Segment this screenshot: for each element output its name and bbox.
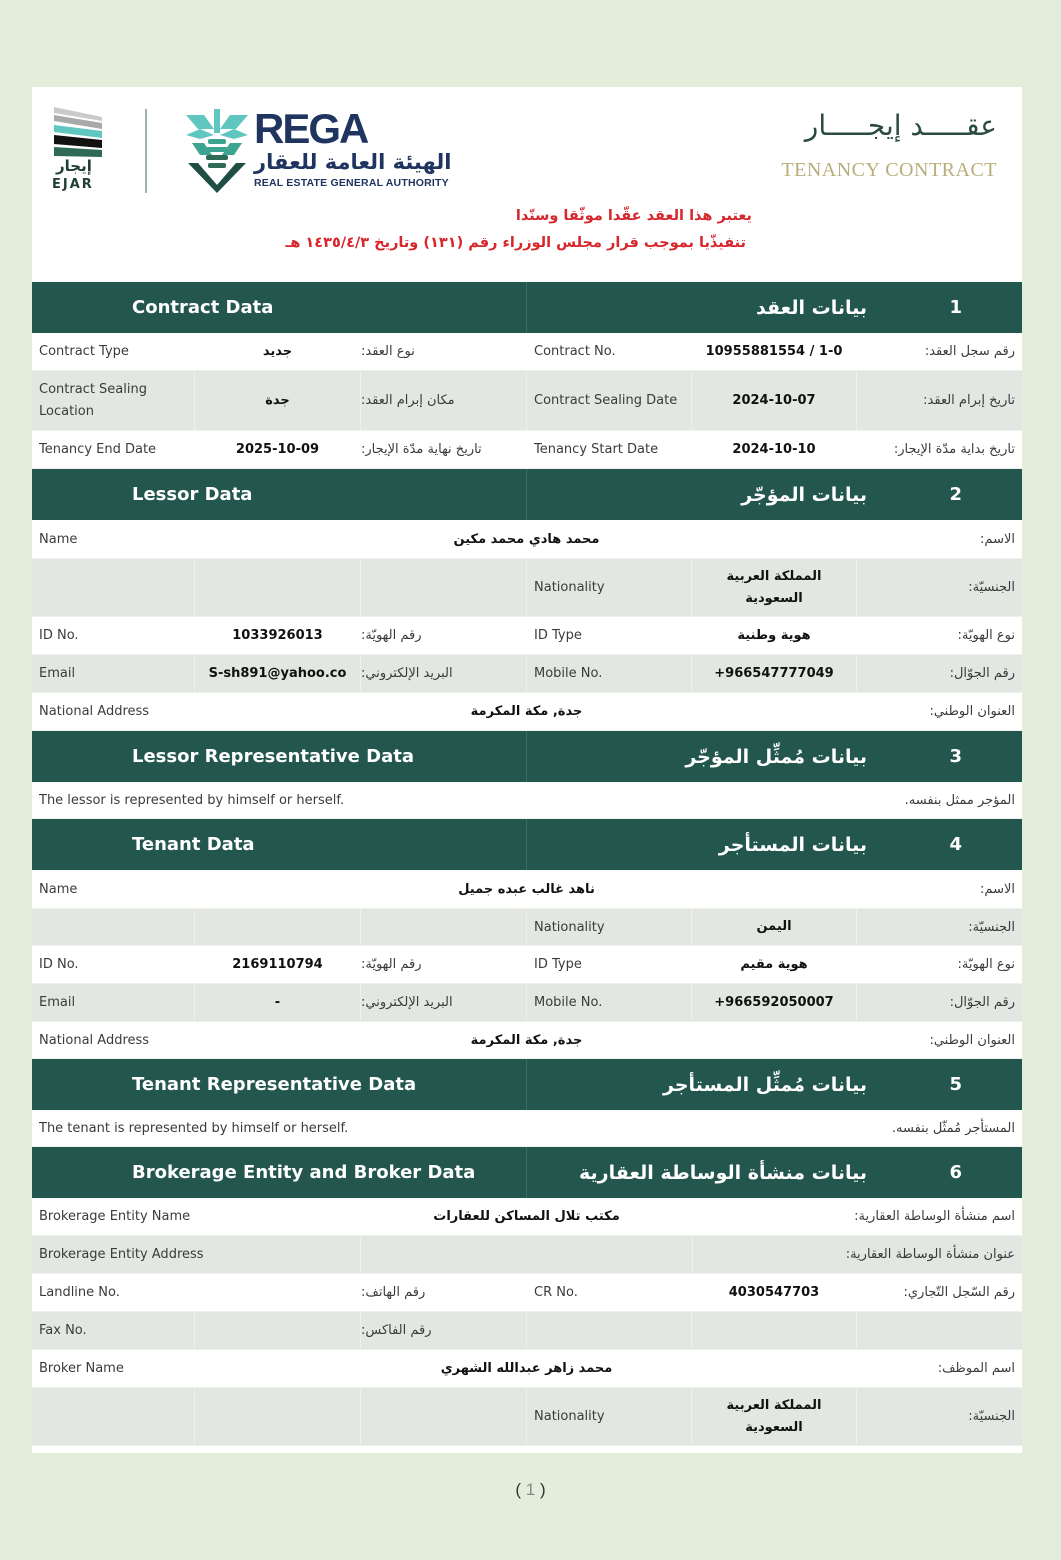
empty-cell xyxy=(361,1388,527,1445)
representation-text-english: The tenant is represented by himself or herself. xyxy=(39,1120,349,1136)
table-row xyxy=(32,1110,1022,1147)
section-title-arabic: بيانات المؤجّر xyxy=(741,483,867,506)
rega-arabic-name: الهيئة العامة للعقار xyxy=(254,150,452,174)
field-value: 1033926013 xyxy=(232,627,323,643)
lessor-name-value: محمد هادي محمد مكين xyxy=(453,531,600,547)
page-number xyxy=(0,1480,1061,1500)
section-title-english: Brokerage Entity and Broker Data xyxy=(132,1162,476,1183)
section-header-tenant xyxy=(32,819,1022,870)
field-label-arabic: الجنسيّة: xyxy=(968,919,1015,935)
field-value: هوية مقيم xyxy=(740,956,808,972)
field-value: 2024-10-07 xyxy=(692,371,857,430)
field-label-english: National Address xyxy=(39,1032,150,1048)
table-row xyxy=(32,371,1022,431)
field-value: 2025-10-09 xyxy=(235,441,320,457)
field-label-english: Name xyxy=(39,881,78,897)
page-number-close: ) xyxy=(539,1480,546,1499)
field-label-english: Nationality xyxy=(527,559,692,616)
table-row xyxy=(32,693,1022,731)
table-row xyxy=(32,617,1022,655)
field-label-arabic: رقم الجوّال: xyxy=(949,995,1015,1010)
table-row xyxy=(32,1198,1022,1236)
field-value: 2024-10-10 xyxy=(732,441,816,457)
field-label-english: Landline No. xyxy=(39,1284,120,1300)
field-label-english: ID No. xyxy=(39,627,79,643)
section-title-arabic: بيانات العقد xyxy=(755,296,867,319)
field-label-arabic: نوع الهويّة: xyxy=(957,957,1015,972)
field-value: +966547777049 xyxy=(692,655,857,692)
ejar-english-text: EJAR xyxy=(52,177,94,192)
section-title-english: Contract Data xyxy=(132,297,274,318)
rega-english-name: REAL ESTATE GENERAL AUTHORITY xyxy=(254,177,449,189)
table-row xyxy=(32,1236,1022,1274)
field-label-arabic: عنوان منشأة الوساطة العقارية: xyxy=(845,1247,1015,1262)
field-label-arabic: رقم الفاكس: xyxy=(361,1312,527,1349)
empty-cell xyxy=(195,1312,361,1349)
legal-notice-line-2: تنفيذّيا بموجب قرار مجلس الوزراء رقم (١٣١) وتاريخ ١٤٣٥/٤/٣ هـ xyxy=(285,235,746,251)
empty-cell xyxy=(692,1312,857,1349)
field-label-arabic: نوع العقد: xyxy=(361,344,415,359)
document-title-english: TENANCY CONTRACT xyxy=(781,159,997,181)
section-divider xyxy=(526,282,527,333)
field-value: 4030547703 xyxy=(728,1284,820,1300)
tenant-name-value: ناهد غالب عبده جميل xyxy=(458,881,595,897)
field-value: اليمن xyxy=(692,909,857,945)
section-number: 5 xyxy=(949,1074,962,1095)
field-label-arabic: البريد الإلكتروني: xyxy=(361,984,527,1021)
empty-cell xyxy=(195,1274,361,1311)
field-label-english: Contract Sealing Location xyxy=(32,371,195,430)
section-divider xyxy=(526,1059,527,1110)
field-value: المملكة العربية السعودية xyxy=(692,559,857,616)
field-label-arabic: الجنسيّة: xyxy=(968,580,1015,595)
section-number: 4 xyxy=(949,834,962,855)
ejar-arabic-text: إيجار xyxy=(56,157,92,175)
section-number: 3 xyxy=(949,746,962,767)
table-row xyxy=(32,984,1022,1022)
field-label-english: Name xyxy=(39,531,78,547)
field-label-arabic: اسم الموظف: xyxy=(937,1361,1015,1376)
empty-cell xyxy=(527,1312,692,1349)
section-title-english: Tenant Representative Data xyxy=(132,1074,417,1095)
page-number-open: ( xyxy=(515,1480,522,1499)
field-label-english: Mobile No. xyxy=(527,984,692,1021)
empty-cell xyxy=(361,559,527,616)
field-label-english: Email xyxy=(32,655,195,692)
field-value: +966592050007 xyxy=(692,984,857,1021)
tenant-address-value: جدة, مكة المكرمة xyxy=(470,1032,583,1048)
empty-cell xyxy=(32,909,195,945)
table-row xyxy=(32,1022,1022,1059)
field-label-arabic: مكان إبرام العقد: xyxy=(361,371,527,430)
section-header-tenant-representative xyxy=(32,1059,1022,1110)
field-label-arabic: تاريخ بداية مدّة الإيجار: xyxy=(893,442,1015,457)
section-title-english: Tenant Data xyxy=(132,834,255,855)
field-label-arabic: رقم الهويّة: xyxy=(361,957,422,972)
field-label-arabic: الاسم: xyxy=(980,881,1015,897)
empty-cell xyxy=(195,1388,361,1445)
section-title-arabic: بيانات منشأة الوساطة العقارية xyxy=(578,1161,867,1184)
page-number-value: 1 xyxy=(525,1480,536,1499)
field-label-english: Contract Type xyxy=(39,343,129,359)
table-row xyxy=(32,655,1022,693)
section-divider xyxy=(526,819,527,870)
brokerage-entity-name-value: مكتب تلال المساكن للعقارات xyxy=(433,1209,620,1224)
table-row xyxy=(32,1312,1022,1350)
field-label-english: National Address xyxy=(39,704,150,719)
table-row xyxy=(32,870,1022,909)
field-label-arabic: الجنسيّة: xyxy=(968,1409,1015,1424)
table-row xyxy=(32,1388,1022,1446)
section-header-brokerage xyxy=(32,1147,1022,1198)
rega-title: REGA xyxy=(254,105,368,152)
field-value: S-sh891@yahoo.co xyxy=(195,655,361,692)
field-label-english: Nationality xyxy=(527,1388,692,1445)
document-header xyxy=(32,87,1022,282)
lessor-address-value: جدة, مكة المكرمة xyxy=(470,704,583,719)
field-label-english: Fax No. xyxy=(32,1312,195,1349)
contract-page xyxy=(32,87,1022,1453)
table-row xyxy=(32,1274,1022,1312)
field-label-arabic: رقم الجوّال: xyxy=(949,666,1015,681)
field-label-english: ID No. xyxy=(39,956,79,972)
field-value: جديد xyxy=(262,343,293,359)
table-row xyxy=(32,1350,1022,1388)
section-title-english: Lessor Data xyxy=(132,484,253,505)
empty-cell xyxy=(195,559,361,616)
logo-divider xyxy=(145,109,147,193)
field-value: المملكة العربية السعودية xyxy=(692,1388,857,1445)
field-label-arabic: البريد الإلكتروني: xyxy=(361,655,527,692)
section-title-english: Lessor Representative Data xyxy=(132,746,414,767)
field-label-english: ID Type xyxy=(534,628,582,643)
rega-palm-logo-icon xyxy=(184,107,250,193)
section-header-lessor-representative xyxy=(32,731,1022,782)
field-label-english: Tenancy Start Date xyxy=(534,442,659,457)
field-label-english: Brokerage Entity Address xyxy=(32,1236,361,1273)
field-label-english: Tenancy End Date xyxy=(39,441,157,457)
field-label-english: Broker Name xyxy=(39,1361,124,1376)
field-label-english: Nationality xyxy=(527,909,692,945)
empty-cell xyxy=(32,559,195,616)
representation-text-arabic: المؤجر ممثل بنفسه. xyxy=(904,792,1015,808)
table-row xyxy=(32,559,1022,617)
section-number: 6 xyxy=(949,1162,962,1183)
empty-cell xyxy=(857,1312,1022,1349)
legal-notice xyxy=(285,203,752,257)
table-row xyxy=(32,782,1022,819)
field-value: 2169110794 xyxy=(232,956,323,972)
field-value: جدة xyxy=(195,371,361,430)
field-label-arabic: رقم السّجل التّجاري: xyxy=(903,1285,1015,1300)
field-label-arabic: الاسم: xyxy=(980,531,1015,547)
broker-name-value: محمد زاهر عبدالله الشهري xyxy=(440,1361,613,1376)
table-row xyxy=(32,333,1022,371)
field-label-english: Brokerage Entity Name xyxy=(39,1209,191,1224)
field-label-arabic: رقم الهاتف: xyxy=(361,1285,426,1300)
field-label-english: ID Type xyxy=(534,957,582,972)
field-label-english: Contract Sealing Date xyxy=(527,371,692,430)
field-label-english: CR No. xyxy=(534,1285,578,1300)
table-row xyxy=(32,520,1022,559)
field-label-arabic: رقم سجل العقد: xyxy=(924,344,1015,359)
field-label-arabic: نوع الهويّة: xyxy=(957,628,1015,643)
section-title-arabic: بيانات مُمثِّل المستأجر xyxy=(663,1073,867,1096)
empty-cell xyxy=(361,1236,693,1273)
field-value: - xyxy=(195,984,361,1021)
section-title-arabic: بيانات المستأجر xyxy=(718,833,867,856)
empty-cell xyxy=(32,1388,195,1445)
section-number: 1 xyxy=(949,297,962,318)
legal-notice-line-1: يعتبر هذا العقد عقّدا موثّقا وسنّدا xyxy=(515,208,752,224)
representation-text-english: The lessor is represented by himself or herself. xyxy=(39,792,345,808)
field-value: هوية وطنية xyxy=(737,627,811,643)
section-title-arabic: بيانات مُمثِّل المؤجّر xyxy=(685,745,867,768)
field-value: 10955881554 / 1-0 xyxy=(705,343,843,359)
section-divider xyxy=(526,731,527,782)
section-header-contract xyxy=(32,282,1022,333)
document-title-arabic: عقـــــد إيجـــــار xyxy=(804,109,997,142)
field-label-arabic: اسم منشأة الوساطة العقارية: xyxy=(854,1209,1015,1224)
section-header-lessor xyxy=(32,469,1022,520)
section-number: 2 xyxy=(949,484,962,505)
field-label-arabic: العنوان الوطني: xyxy=(929,1032,1015,1048)
field-label-arabic: تاريخ نهاية مدّة الإيجار: xyxy=(361,442,482,457)
field-label-english: Mobile No. xyxy=(527,655,692,692)
empty-cell xyxy=(361,909,527,945)
field-label-english: Contract No. xyxy=(534,344,616,359)
table-row xyxy=(32,431,1022,469)
section-divider xyxy=(526,1147,527,1198)
field-label-english: Email xyxy=(32,984,195,1021)
table-row xyxy=(32,946,1022,984)
empty-cell xyxy=(195,909,361,945)
field-label-arabic: تاريخ إبرام العقد: xyxy=(923,393,1015,408)
field-label-arabic: العنوان الوطني: xyxy=(929,704,1015,719)
section-divider xyxy=(526,469,527,520)
table-row xyxy=(32,909,1022,946)
field-label-arabic: رقم الهويّة: xyxy=(361,628,422,643)
representation-text-arabic: المستأجر مُمثّل بنفسه. xyxy=(891,1120,1015,1136)
